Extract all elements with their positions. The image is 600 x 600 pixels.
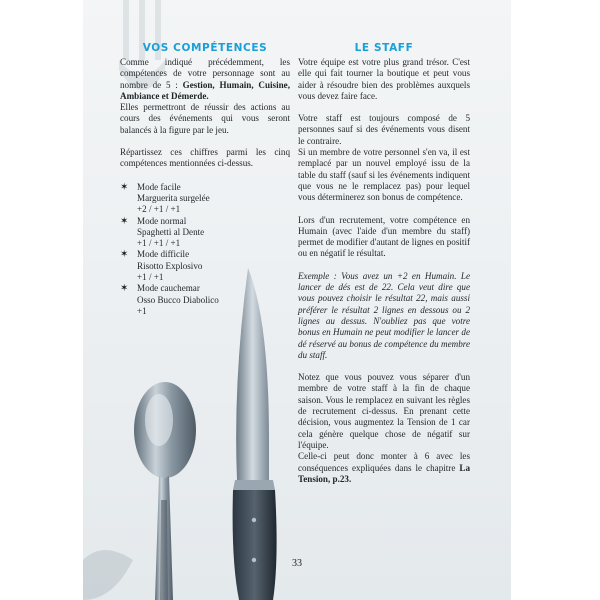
competences-para-3: Répartissez ces chiffres parmi les cinq compétences mentionnées ci-dessus. xyxy=(120,147,290,169)
rulebook-page xyxy=(83,0,511,600)
mode-name: Mode cauchemar xyxy=(137,283,200,294)
list-item xyxy=(120,283,290,317)
section-heading-staff: LE STAFF xyxy=(354,42,414,54)
mode-dish: Osso Bucco Diabolico xyxy=(137,294,219,305)
skills-list: Gestion, Humain, Cuisine, Ambiance et Démerde. xyxy=(120,79,290,101)
staff-para-2: Votre staff est toujours composé de 5 personnes sauf si des événements vous disent le contraire. xyxy=(298,113,470,146)
competences-para-2: Elles permettront de réussir des actions au cours des événements qui vous seront balancés à la figure par le jeu. xyxy=(120,102,290,135)
difficulty-modes-list xyxy=(120,182,290,318)
mode-name: Mode normal xyxy=(137,215,187,226)
right-column xyxy=(298,42,470,485)
mode-values: +1 / +1 / +1 xyxy=(137,238,181,249)
mode-values: +1 xyxy=(137,305,147,316)
competences-intro: Comme indiqué précédemment, les compétences de votre personnage sont au nombre de 5 : Gestion, Humain, Cuisine, Ambiance et Démerde. xyxy=(120,57,290,101)
mode-values: +2 / +1 / +1 xyxy=(137,204,181,215)
six-pointed-star-icon: ✶ xyxy=(120,249,129,261)
mode-dish: Marguerita surgelée xyxy=(137,192,210,203)
staff-para-3: Si un membre de votre personnel s'en va, il est remplacé par un nouvel employé issu de la table du staff (sauf si les événements indiquent que vous ne le remplacez pas) pour lequel vous déterminerez son bonus de compétence. xyxy=(298,147,470,203)
page-number: 33 xyxy=(292,558,302,569)
staff-example: Exemple : Vous avez un +2 en Humain. Le lancer de dés est de 22. Cela veut dire que vous pouvez choisir le résultat 22, mais aussi préférer le résultat 2 lignes en dessous ou 2 lignes au dessus. N'oubliez pas que votre bonus en Humain ne peut modifier le lancer de dé réservé au bonus de compétence du membre du staff. xyxy=(298,270,470,360)
list-item xyxy=(120,216,290,250)
staff-para-1: Votre équipe est votre plus grand trésor. C'est elle qui fait tourner la boutique et peut vous aider à résoudre bien des problèmes auxquels vous devez faire face. xyxy=(298,57,470,101)
staff-para-6: Celle-ci peut donc monter à 6 avec les conséquences expliquées dans le chapitre La Tension, p.23. xyxy=(298,451,470,484)
chapter-reference: La Tension, p.23. xyxy=(298,462,470,484)
left-column xyxy=(120,42,290,317)
mode-name: Mode difficile xyxy=(137,249,190,260)
list-item xyxy=(120,182,290,216)
staff-para-5: Notez que vous pouvez vous séparer d'un membre de votre staff à la fin de chaque saison. Vous le remplacez en suivant les règles de recrutement ci-dessus. En prenant cette décision, vous augmentez la Tension de 1 car cela génère quelque chose de négatif sur l'équipe. xyxy=(298,372,470,450)
knife-icon xyxy=(233,268,277,600)
staff-para-4: Lors d'un recrutement, votre compétence en Humain (avec l'aide d'un membre du staff) permet de modifier d'autant de lignes en positif ou en négatif le résultat. xyxy=(298,214,470,259)
mode-name: Mode facile xyxy=(137,181,181,192)
section-heading-competences: VOS COMPÉTENCES xyxy=(142,42,268,54)
six-pointed-star-icon: ✶ xyxy=(120,215,129,227)
list-item xyxy=(120,249,290,283)
mode-values: +1 / +1 xyxy=(137,272,164,283)
mode-dish: Spaghetti al Dente xyxy=(137,226,205,237)
six-pointed-star-icon: ✶ xyxy=(120,283,129,295)
six-pointed-star-icon: ✶ xyxy=(120,181,129,193)
mode-dish: Risotto Explosivo xyxy=(137,260,203,271)
